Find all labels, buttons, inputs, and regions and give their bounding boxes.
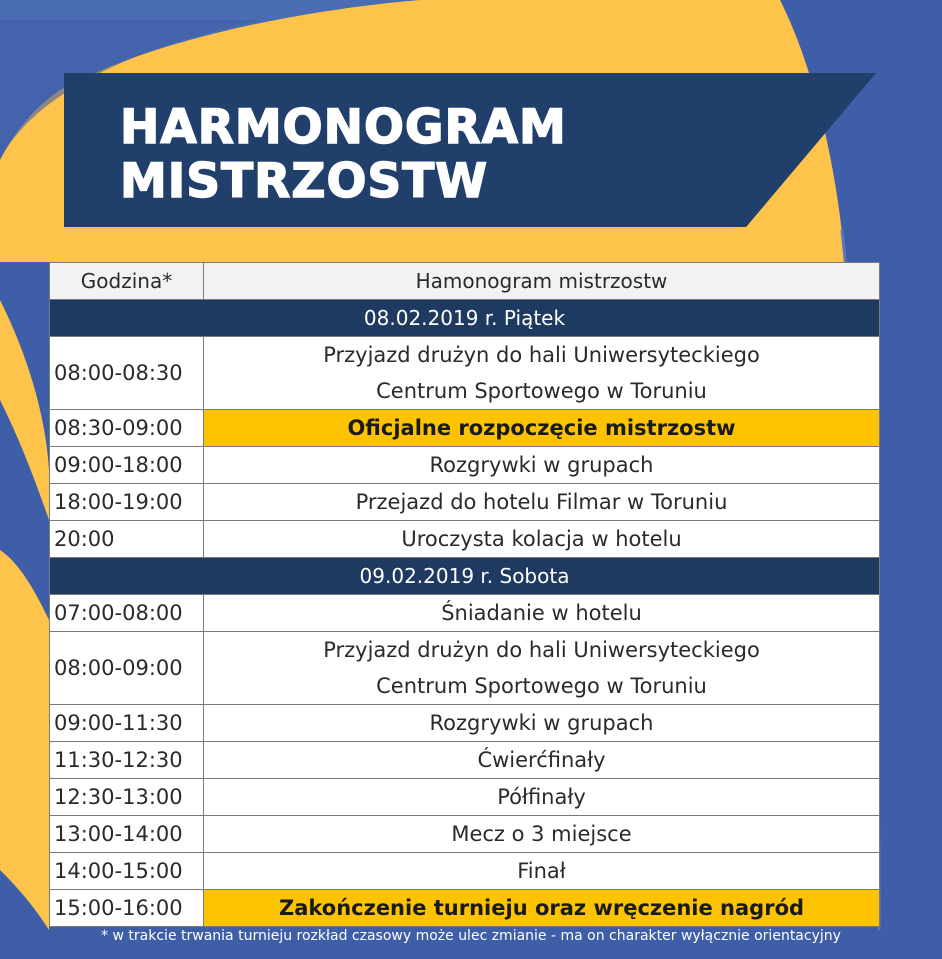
column-header-time: Godzina* [50, 263, 204, 300]
table-row [50, 779, 880, 816]
footnote: * w trakcie trwania turnieju rozkład czasowy może ulec zmianie - ma on charakter wyłącznie orientacyjny [101, 928, 841, 944]
title-line-1: HARMONOGRAM [120, 100, 567, 155]
day-label: 09.02.2019 r. Sobota [50, 558, 880, 595]
activity-cell: Finał [204, 853, 880, 890]
activity-cell: Ćwierćfinały [204, 742, 880, 779]
time-cell: 08:00-08:30 [50, 337, 204, 410]
table-row [50, 447, 880, 484]
activity-cell: Rozgrywki w grupach [204, 447, 880, 484]
title-line-2: MISTRZOSTW [120, 154, 489, 209]
day-header-row [50, 558, 880, 595]
time-cell: 20:00 [50, 521, 204, 558]
time-cell: 09:00-11:30 [50, 705, 204, 742]
activity-cell: Zakończenie turnieju oraz wręczenie nagród [204, 890, 880, 927]
schedule-table [49, 262, 880, 927]
time-cell: 14:00-15:00 [50, 853, 204, 890]
activity-cell: Przyjazd drużyn do hali Uniwersyteckiego Centrum Sportowego w Toruniu [204, 632, 880, 705]
table-row [50, 853, 880, 890]
activity-cell: Śniadanie w hotelu [204, 595, 880, 632]
time-cell: 11:30-12:30 [50, 742, 204, 779]
table-row [50, 595, 880, 632]
time-cell: 18:00-19:00 [50, 484, 204, 521]
time-cell: 09:00-18:00 [50, 447, 204, 484]
time-cell: 07:00-08:00 [50, 595, 204, 632]
activity-cell: Przyjazd drużyn do hali Uniwersyteckiego Centrum Sportowego w Toruniu [204, 337, 880, 410]
table-row [50, 890, 880, 927]
column-header-activity: Hamonogram mistrzostw [204, 263, 880, 300]
page-title [120, 101, 567, 209]
table-row [50, 705, 880, 742]
table-header-row [50, 263, 880, 300]
day-header-row [50, 300, 880, 337]
table-row [50, 816, 880, 853]
time-cell: 08:00-09:00 [50, 632, 204, 705]
time-cell: 13:00-14:00 [50, 816, 204, 853]
activity-cell: Półfinały [204, 779, 880, 816]
activity-cell: Mecz o 3 miejsce [204, 816, 880, 853]
table-row [50, 484, 880, 521]
time-cell: 12:30-13:00 [50, 779, 204, 816]
day-label: 08.02.2019 r. Piątek [50, 300, 880, 337]
table-row [50, 742, 880, 779]
activity-cell: Uroczysta kolacja w hotelu [204, 521, 880, 558]
activity-cell: Oficjalne rozpoczęcie mistrzostw [204, 410, 880, 447]
table-row [50, 632, 880, 705]
time-cell: 08:30-09:00 [50, 410, 204, 447]
table-row [50, 410, 880, 447]
table-row [50, 521, 880, 558]
time-cell: 15:00-16:00 [50, 890, 204, 927]
activity-cell: Przejazd do hotelu Filmar w Toruniu [204, 484, 880, 521]
activity-cell: Rozgrywki w grupach [204, 705, 880, 742]
schedule-body [50, 300, 880, 927]
table-row [50, 337, 880, 410]
